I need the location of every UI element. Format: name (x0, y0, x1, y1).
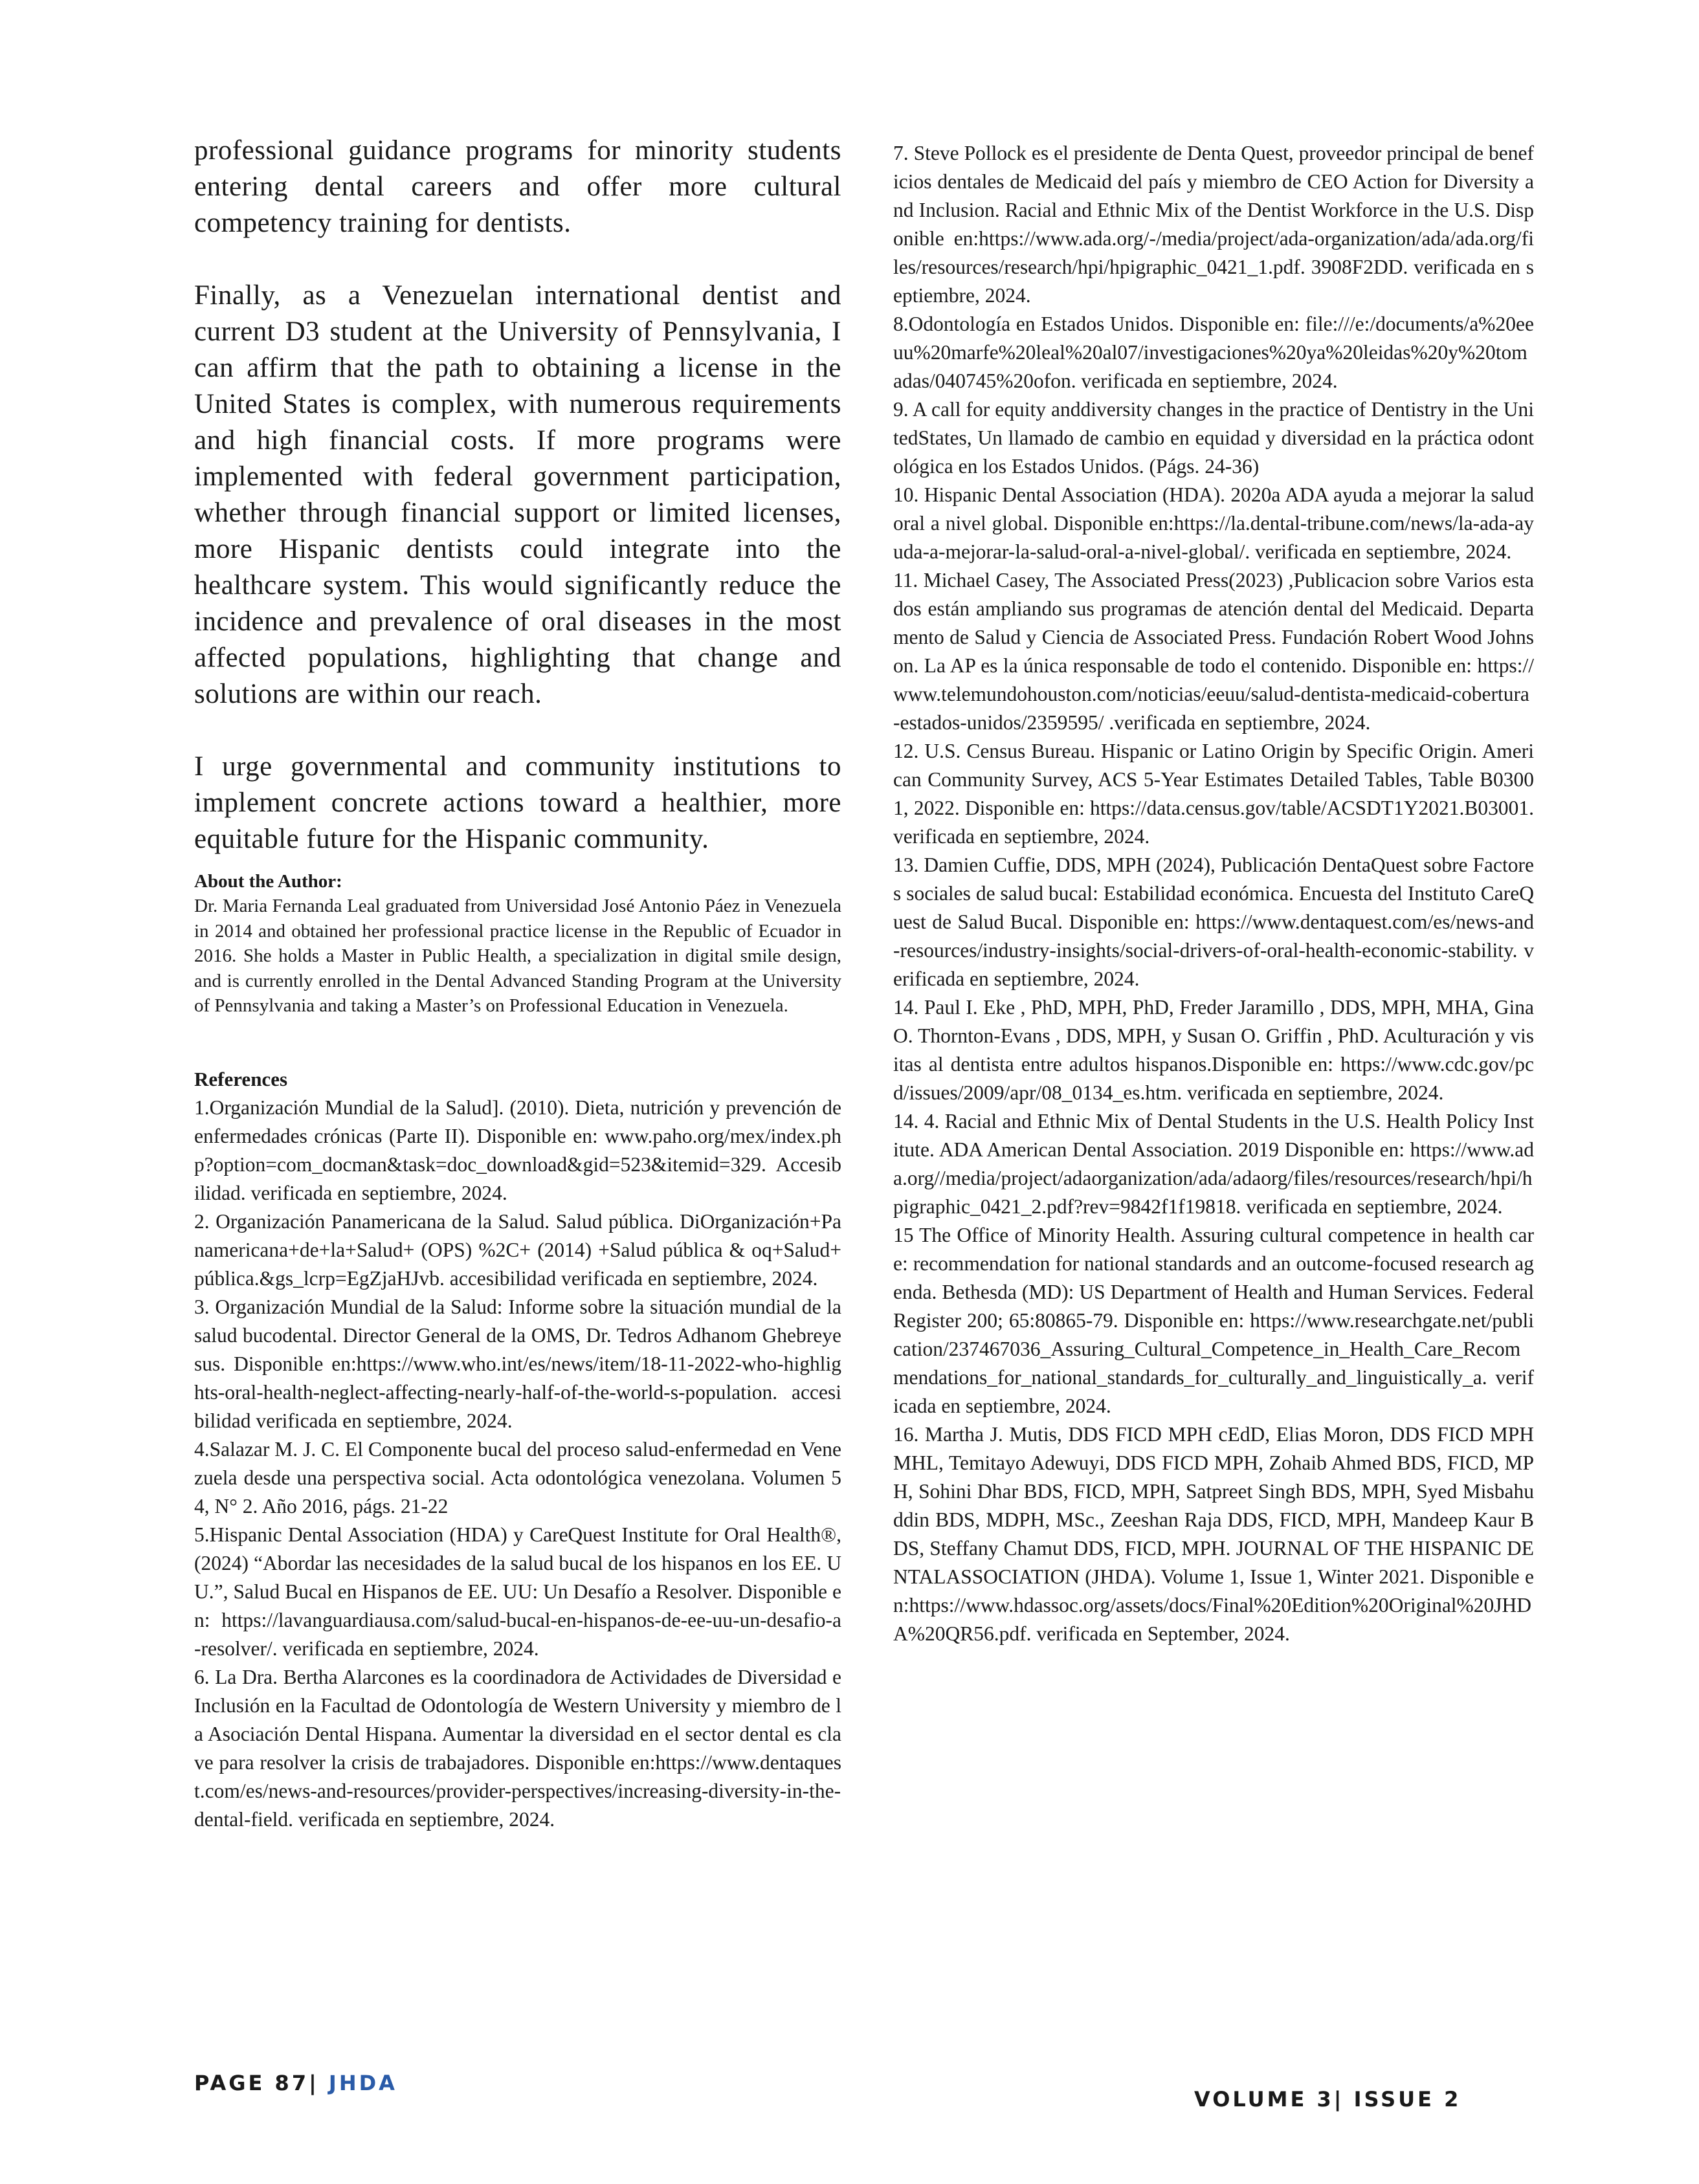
about-author-heading: About the Author: (194, 871, 342, 892)
reference-item: 13. Damien Cuffie, DDS, MPH (2024), Publicación DentaQuest sobre Factores sociales de salud bucal: Estabilidad económica. Encuesta del Instituto CareQuest de Salud Bucal. Disponible en: https://www.dentaquest.com/es/news-and-resources/industry-insights/social-drivers-of-oral-health-economic-stability. verificada en septiembre, 2024. (893, 854, 1534, 990)
journal-name: JHDA (328, 2071, 397, 2095)
reference-item: 4.Salazar M. J. C. El Componente bucal del proceso salud-enfermedad en Venezuela desde una perspectiva social. Acta odontológica venezolana. Volumen 54, N° 2. Año 2016, págs. 21-22 (194, 1437, 841, 1517)
page-number: PAGE 87| (194, 2071, 319, 2095)
right-column (893, 139, 1534, 1648)
reference-item: 16. Martha J. Mutis, DDS FICD MPH cEdD, Elias Moron, DDS FICD MPH MHL, Temitayo Adewuyi, DDS FICD MPH, Zohaib Ahmed BDS, FICD, MPH, Sohini Dhar BDS, FICD, MPH, Satpreet Singh BDS, MPH, Syed Misbahuddin BDS, MDPH, MSc., Zeeshan Raja DDS, FICD, MPH, Mandeep Kaur BDS, Steffany Chamut DDS, FICD, MPH. JOURNAL OF THE HISPANIC DENTALASSOCIATION (JHDA). Volume 1, Issue 1, Winter 2021. Disponible en:https://www.hdassoc.org/assets/docs/Final%20Edition%20Original%20JHDA%20QR56.pdf. verificada en September, 2024. (893, 1423, 1534, 1645)
body-paragraph: Finally, as a Venezuelan international dentist and current D3 student at the University of Pennsylvania, I can affirm that the path to obtaining a license in the United States is complex, with numerous requirements and high financial costs. If more programs were implemented with federal government participation, whether through financial support or limited licenses, more Hispanic dentists could integrate into the healthcare system. This would significantly reduce the incidence and prevalence of oral diseases in the most affected populations, highlighting that change and solutions are within our reach. (194, 280, 841, 709)
page-footer-left (194, 2071, 397, 2095)
reference-item: 3. Organización Mundial de la Salud: Informe sobre la situación mundial de la salud bucodental. Director General de la OMS, Dr. Tedros Adhanom Ghebreyesus. Disponible en:https://www.who.int/es/news/item/18-11-2022-who-highlights-oral-health-neglect-affecting-nearly-half-of-the-world-s-population. accesibilidad verificada en septiembre, 2024. (194, 1295, 841, 1432)
reference-item: 14. Paul I. Eke , PhD, MPH, PhD, Freder Jaramillo , DDS, MPH, MHA, Gina O. Thornton-Evans , DDS, MPH, y Susan O. Griffin , PhD. Aculturación y visitas al dentista entre adultos hispanos.Disponible en: https://www.cdc.gov/pcd/issues/2009/apr/08_0134_es.htm. verificada en septiembre, 2024. (893, 996, 1534, 1104)
reference-item: 12. U.S. Census Bureau. Hispanic or Latino Origin by Specific Origin. American Community Survey, ACS 5-Year Estimates Detailed Tables, Table B03001, 2022. Disponible en: https://data.census.gov/table/ACSDT1Y2021.B03001.verificada en septiembre, 2024. (893, 740, 1534, 848)
reference-item: 8.Odontología en Estados Unidos. Disponible en: file:///e:/documents/a%20eeuu%20marfe%20leal%20al07/investigaciones%20ya%20leidas%20y%20tomadas/040745%20ofon. verificada en septiembre, 2024. (893, 313, 1534, 392)
about-author-text: Dr. Maria Fernanda Leal graduated from Universidad José Antonio Páez in Venezuela in 2014 and obtained her professional practice license in the Republic of Ecuador in 2016. She holds a Master in Public Health, a specialization in digital smile design, and is currently enrolled in the Dental Advanced Standing Program at the University of Pennsylvania and taking a Master’s on Professional Education in Venezuela. (194, 896, 841, 1016)
volume-issue: VOLUME 3| ISSUE 2 (1194, 2087, 1461, 2112)
left-column (194, 133, 841, 1834)
reference-item: 7. Steve Pollock es el presidente de Denta Quest, proveedor principal de beneficios dentales de Medicaid del país y miembro de CEO Action for Diversity and Inclusion. Racial and Ethnic Mix of the Dentist Workforce in the U.S. Disponible en:https://www.ada.org/-/media/project/ada-organization/ada/ada.org/files/resources/research/hpi/hpigraphic_0421_1.pdf. 3908F2DD. verificada en septiembre, 2024. (893, 142, 1534, 307)
reference-item: 11. Michael Casey, The Associated Press(2023) ,Publicacion sobre Varios estados están ampliando sus programas de atención dental del Medicaid. Departamento de Salud y Ciencia de Associated Press. Fundación Robert Wood Johnson. La AP es la única responsable de todo el contenido. Disponible en: https://www.telemundohouston.com/noticias/eeuu/salud-dentista-medicaid-cobertura-estados-unidos/2359595/ .verificada en septiembre, 2024. (893, 569, 1534, 734)
body-paragraph: professional guidance programs for minority students entering dental careers and offer more cultural competency training for dentists. (194, 135, 841, 238)
reference-item: 9. A call for equity anddiversity changes in the practice of Dentistry in the UnitedStates, Un llamado de cambio en equidad y diversidad en la práctica odontológica en los Estados Unidos. (Págs. 24-36) (893, 398, 1534, 478)
reference-item: 14. 4. Racial and Ethnic Mix of Dental Students in the U.S. Health Policy Institute. ADA American Dental Association. 2019 Disponible en: https://www.ada.org//media/project/adaorganization/ada/adaorg/files/resources/research/hpi/hpigraphic_0421_2.pdf?rev=9842f1f19818. verificada en septiembre, 2024. (893, 1110, 1534, 1218)
reference-item: 1.Organización Mundial de la Salud]. (2010). Dieta, nutrición y prevención de enfermedades crónicas (Parte II). Disponible en: www.paho.org/mex/index.php?option=com_docman&task=doc_download&gid=523&itemid=329. Accesibilidad. verificada en septiembre, 2024. (194, 1096, 841, 1204)
reference-item: 5.Hispanic Dental Association (HDA) y CareQuest Institute for Oral Health®, (2024) “Abordar las necesidades de la salud bucal de los hispanos en los EE. UU.”, Salud Bucal en Hispanos de EE. UU: Un Desafío a Resolver. Disponible en: https://lavanguardiausa.com/salud-bucal-en-hispanos-de-ee-uu-un-desafio-a-resolver/. verificada en septiembre, 2024. (194, 1523, 841, 1660)
reference-item: 2. Organización Panamericana de la Salud. Salud pública. DiOrganización+Panamericana+de+la+Salud+ (OPS) %2C+ (2014) +Salud pública & oq+Salud+pública.&gs_lcrp=EgZjaHJvb. accesibilidad verificada en septiembre, 2024. (194, 1209, 841, 1290)
body-paragraph: I urge governmental and community institutions to implement concrete actions toward a healthier, more equitable future for the Hispanic community. (194, 751, 841, 854)
reference-item: 10. Hispanic Dental Association (HDA). 2020a ADA ayuda a mejorar la salud oral a nivel global. Disponible en:https://la.dental-tribune.com/news/la-ada-ayuda-a-mejorar-la-salud-oral-a-nivel-global/. verificada en septiembre, 2024. (893, 483, 1534, 563)
references-heading: References (194, 1067, 288, 1090)
reference-item: 15 The Office of Minority Health. Assuring cultural competence in health care: recommendation for national standards and an outcome-focused research agenda. Bethesda (MD): US Department of Health and Human Services. Federal Register 200; 65:80865-79. Disponible en: https://www.researchgate.net/publication/237467036_Assuring_Cultural_Competence_in_Health_Care_Recommendations_for_national_standards_for_culturally_and_linguistically_a. verificada en septiembre, 2024. (893, 1224, 1534, 1417)
reference-item: 6. La Dra. Bertha Alarcones es la coordinadora de Actividades de Diversidad e Inclusión en la Facultad de Odontología de Western University y miembro de la Asociación Dental Hispana. Aumentar la diversidad en el sector dental es clave para resolver la crisis de trabajadores. Disponible en:https://www.dentaquest.com/es/news-and-resources/provider-perspectives/increasing-diversity-in-the-dental-field. verificada en septiembre, 2024. (194, 1665, 841, 1831)
